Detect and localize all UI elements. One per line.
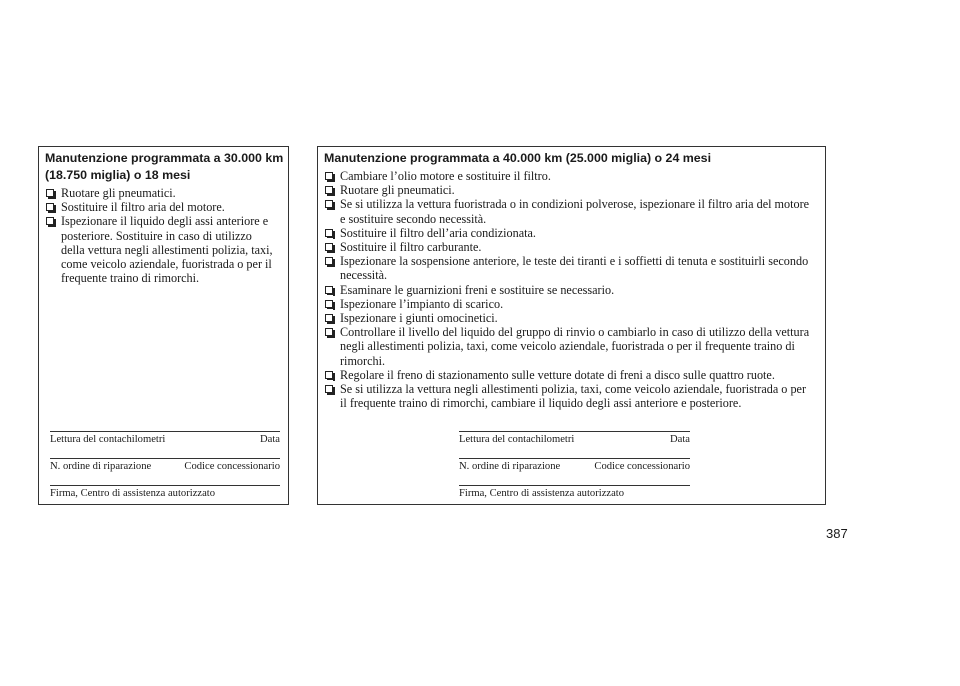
checklist-item xyxy=(45,200,284,214)
checklist-item xyxy=(45,186,284,200)
checkbox-icon[interactable] xyxy=(325,257,333,265)
checkbox-icon[interactable] xyxy=(325,243,333,251)
repair-order-field[interactable] xyxy=(459,458,690,473)
checkbox-icon[interactable] xyxy=(325,186,333,194)
checkbox-icon[interactable] xyxy=(325,314,333,322)
checkbox-icon[interactable] xyxy=(46,189,54,197)
checklist-item-text: Cambiare l’olio motore e sostituire il filtro. xyxy=(340,169,551,183)
checklist-item xyxy=(45,214,284,285)
checklist-item-text: Ispezionare i giunti omocinetici. xyxy=(340,311,498,326)
checklist-item-text: Ruotare gli pneumatici. xyxy=(61,186,176,200)
checkbox-icon[interactable] xyxy=(325,385,333,393)
odometer-label: Lettura del contachilometri xyxy=(50,434,166,445)
checklist-item xyxy=(324,254,815,282)
page-number: 387 xyxy=(826,526,848,541)
title-line-1: Manutenzione programmata a 30.000 km xyxy=(45,151,284,165)
checklist-item-text: Ispezionare il liquido degli assi anteriore e posteriore. Sostituire in caso di utilizzo della vettura negli allestimenti polizia, taxi, come veicolo aziendale, fuoristrada o per il frequente traino di rimorchi. xyxy=(61,214,273,286)
checklist-item xyxy=(324,183,815,197)
dealer-code-label: Codice concessionario xyxy=(594,461,690,472)
maintenance-30000-box xyxy=(38,146,289,505)
repair-order-label: N. ordine di riparazione xyxy=(50,461,152,472)
checklist-item xyxy=(324,368,815,382)
odometer-label: Lettura del contachilometri xyxy=(459,434,575,445)
checkbox-icon[interactable] xyxy=(325,200,333,208)
checklist-item xyxy=(324,311,815,325)
odometer-field[interactable] xyxy=(50,431,280,446)
checklist-item xyxy=(324,382,815,410)
checklist-item-text: Esaminare le guarnizioni freni e sostituire se necessario. xyxy=(340,282,615,297)
checklist-item-text: Sostituire il filtro carburante. xyxy=(340,240,482,255)
checkbox-icon[interactable] xyxy=(325,328,333,336)
maintenance-40000-checklist xyxy=(318,169,825,410)
checklist-item-text: Ispezionare l’impianto di scarico. xyxy=(340,296,504,311)
checklist-item xyxy=(324,297,815,311)
checklist-item-text: Se si utilizza la vettura fuoristrada o in condizioni polverose, ispezionare il filtro aria del motore e sostituire secondo necessità. xyxy=(340,197,810,226)
date-label: Data xyxy=(260,434,280,445)
checklist-item xyxy=(324,197,815,225)
repair-order-field[interactable] xyxy=(50,458,280,473)
checklist-item-text: Ispezionare la sospensione anteriore, le teste dei tiranti e i soffietti di tenuta e sostituirli secondo necessità. xyxy=(340,254,809,283)
signature-label: Firma, Centro di assistenza autorizzato xyxy=(50,488,216,499)
odometer-field[interactable] xyxy=(459,431,690,446)
checkbox-icon[interactable] xyxy=(325,371,333,379)
title-line-2: (18.750 miglia) o 18 mesi xyxy=(45,168,191,182)
checkbox-icon[interactable] xyxy=(325,286,333,294)
checklist-item xyxy=(324,240,815,254)
checklist-item-text: Controllare il livello del liquido del gruppo di rinvio o cambiarlo in caso di utilizzo della vettura negli allestimenti polizia, taxi, come veicolo aziendale, fuoristrada o per il frequente traino di rimorchi. xyxy=(340,325,810,368)
signature-field[interactable] xyxy=(459,485,690,500)
checklist-item xyxy=(324,169,815,183)
checkbox-icon[interactable] xyxy=(325,300,333,308)
checklist-item-text: Ruotare gli pneumatici. xyxy=(340,183,455,198)
checklist-item-text: Sostituire il filtro aria del motore. xyxy=(61,200,225,215)
checklist-item xyxy=(324,325,815,368)
maintenance-30000-title xyxy=(45,150,288,184)
checklist-item-text: Regolare il freno di stazionamento sulle vetture dotate di freni a disco sulle quattro ruote. xyxy=(340,367,775,382)
maintenance-30000-checklist xyxy=(39,186,288,285)
checkbox-icon[interactable] xyxy=(46,217,54,225)
repair-order-label: N. ordine di riparazione xyxy=(459,461,561,472)
checkbox-icon[interactable] xyxy=(325,172,333,180)
checklist-item-text: Se si utilizza la vettura negli allestimenti polizia, taxi, come veicolo aziendale, fuoristrada o per il frequente traino di rimorchi, cambiare il liquido degli assi anteriore e posteriore. xyxy=(340,382,806,411)
maintenance-40000-title: Manutenzione programmata a 40.000 km (25.000 miglia) o 24 mesi xyxy=(324,151,712,165)
maintenance-40000-box xyxy=(317,146,826,505)
date-label: Data xyxy=(670,434,690,445)
signature-label: Firma, Centro di assistenza autorizzato xyxy=(459,488,625,499)
checklist-item xyxy=(324,283,815,297)
checkbox-icon[interactable] xyxy=(325,229,333,237)
checklist-item-text: Sostituire il filtro dell’aria condizionata. xyxy=(340,225,536,240)
signature-field[interactable] xyxy=(50,485,280,500)
dealer-code-label: Codice concessionario xyxy=(184,461,280,472)
checklist-item xyxy=(324,226,815,240)
checkbox-icon[interactable] xyxy=(46,203,54,211)
